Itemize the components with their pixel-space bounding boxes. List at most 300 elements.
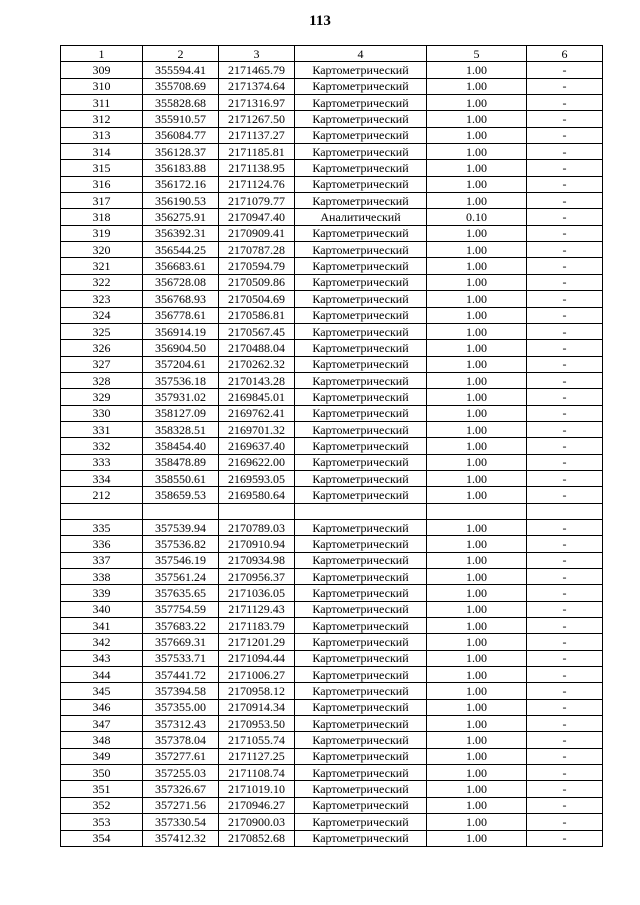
accuracy-cell: 1.00 (427, 258, 527, 274)
method-cell: Картометрический (295, 552, 427, 568)
point-number-cell: 320 (61, 242, 143, 258)
table-row (61, 601, 603, 617)
x-coordinate-cell: 357355.00 (143, 699, 219, 715)
method-cell: Картометрический (295, 814, 427, 830)
table-row (61, 797, 603, 813)
note-cell: - (527, 814, 603, 830)
y-coordinate-cell: 2171094.44 (219, 650, 295, 666)
accuracy-cell: 1.00 (427, 323, 527, 339)
x-coordinate-cell: 357412.32 (143, 830, 219, 846)
y-coordinate-cell: 2171201.29 (219, 634, 295, 650)
x-coordinate-cell: 357533.71 (143, 650, 219, 666)
method-cell: Картометрический (295, 748, 427, 764)
accuracy-cell: 1.00 (427, 585, 527, 601)
y-coordinate-cell: 2171137.27 (219, 127, 295, 143)
y-coordinate-cell: 2170956.37 (219, 569, 295, 585)
point-number-cell: 322 (61, 274, 143, 290)
note-cell: - (527, 585, 603, 601)
method-cell: Картометрический (295, 307, 427, 323)
table-row (61, 748, 603, 764)
note-cell: - (527, 797, 603, 813)
accuracy-cell: 1.00 (427, 438, 527, 454)
accuracy-cell: 1.00 (427, 487, 527, 503)
accuracy-cell: 1.00 (427, 160, 527, 176)
note-cell: - (527, 356, 603, 372)
y-coordinate-cell: 2170958.12 (219, 683, 295, 699)
x-coordinate-cell: 358659.53 (143, 487, 219, 503)
method-cell: Картометрический (295, 650, 427, 666)
point-number-cell: 332 (61, 438, 143, 454)
table-row (61, 258, 603, 274)
point-number-cell: 343 (61, 650, 143, 666)
accuracy-cell: 1.00 (427, 144, 527, 160)
table-row (61, 62, 603, 78)
note-cell: - (527, 209, 603, 225)
y-coordinate-cell: 2169622.00 (219, 454, 295, 470)
accuracy-cell: 1.00 (427, 127, 527, 143)
method-cell: Картометрический (295, 765, 427, 781)
point-number-cell: 330 (61, 405, 143, 421)
note-cell: - (527, 748, 603, 764)
point-number-cell: 350 (61, 765, 143, 781)
table-row (61, 389, 603, 405)
accuracy-cell: 1.00 (427, 470, 527, 486)
table-row (61, 438, 603, 454)
method-cell: Картометрический (295, 340, 427, 356)
x-coordinate-cell: 356683.61 (143, 258, 219, 274)
table-row (61, 160, 603, 176)
accuracy-cell: 1.00 (427, 634, 527, 650)
accuracy-cell: 1.00 (427, 765, 527, 781)
table-row (61, 732, 603, 748)
y-coordinate-cell: 2171183.79 (219, 618, 295, 634)
point-number-cell: 352 (61, 797, 143, 813)
accuracy-cell: 1.00 (427, 95, 527, 111)
y-coordinate-cell (219, 503, 295, 519)
table-row (61, 716, 603, 732)
point-number-cell: 316 (61, 176, 143, 192)
table-row (61, 421, 603, 437)
point-number-cell: 339 (61, 585, 143, 601)
accuracy-cell: 1.00 (427, 536, 527, 552)
y-coordinate-cell: 2169762.41 (219, 405, 295, 421)
point-number-cell: 321 (61, 258, 143, 274)
point-number-cell: 344 (61, 667, 143, 683)
x-coordinate-cell: 357669.31 (143, 634, 219, 650)
point-number-cell: 319 (61, 225, 143, 241)
x-coordinate-cell: 357271.56 (143, 797, 219, 813)
table-header (61, 46, 603, 62)
x-coordinate-cell: 357536.18 (143, 372, 219, 388)
note-cell: - (527, 438, 603, 454)
x-coordinate-cell: 356728.08 (143, 274, 219, 290)
point-number-cell: 342 (61, 634, 143, 650)
y-coordinate-cell: 2169593.05 (219, 470, 295, 486)
accuracy-cell: 1.00 (427, 830, 527, 846)
x-coordinate-cell: 355708.69 (143, 78, 219, 94)
note-cell: - (527, 470, 603, 486)
method-cell: Картометрический (295, 536, 427, 552)
method-cell: Картометрический (295, 176, 427, 192)
x-coordinate-cell: 357394.58 (143, 683, 219, 699)
accuracy-cell: 1.00 (427, 650, 527, 666)
point-number-cell: 345 (61, 683, 143, 699)
table-row (61, 487, 603, 503)
point-number-cell: 313 (61, 127, 143, 143)
method-cell: Картометрический (295, 716, 427, 732)
accuracy-cell: 1.00 (427, 732, 527, 748)
y-coordinate-cell: 2171185.81 (219, 144, 295, 160)
table-row (61, 78, 603, 94)
note-cell: - (527, 732, 603, 748)
note-cell: - (527, 569, 603, 585)
y-coordinate-cell: 2170934.98 (219, 552, 295, 568)
note-cell: - (527, 176, 603, 192)
method-cell: Картометрический (295, 95, 427, 111)
point-number-cell: 315 (61, 160, 143, 176)
column-header: 2 (143, 46, 219, 62)
accuracy-cell: 1.00 (427, 225, 527, 241)
accuracy-cell: 1.00 (427, 748, 527, 764)
note-cell: - (527, 95, 603, 111)
point-number-cell: 337 (61, 552, 143, 568)
method-cell: Картометрический (295, 470, 427, 486)
note-cell: - (527, 258, 603, 274)
table-row (61, 454, 603, 470)
x-coordinate-cell: 357754.59 (143, 601, 219, 617)
y-coordinate-cell: 2170900.03 (219, 814, 295, 830)
accuracy-cell: 1.00 (427, 667, 527, 683)
table-row (61, 209, 603, 225)
accuracy-cell: 1.00 (427, 291, 527, 307)
y-coordinate-cell: 2171465.79 (219, 62, 295, 78)
point-number-cell: 318 (61, 209, 143, 225)
y-coordinate-cell: 2171055.74 (219, 732, 295, 748)
point-number-cell: 338 (61, 569, 143, 585)
method-cell: Картометрический (295, 193, 427, 209)
table-row (61, 781, 603, 797)
x-coordinate-cell: 356084.77 (143, 127, 219, 143)
point-number-cell: 323 (61, 291, 143, 307)
point-number-cell: 327 (61, 356, 143, 372)
method-cell: Картометрический (295, 438, 427, 454)
spacer-row (61, 503, 603, 519)
note-cell: - (527, 487, 603, 503)
y-coordinate-cell: 2171124.76 (219, 176, 295, 192)
note-cell: - (527, 683, 603, 699)
note-cell: - (527, 62, 603, 78)
method-cell: Картометрический (295, 160, 427, 176)
accuracy-cell: 1.00 (427, 716, 527, 732)
x-coordinate-cell: 358478.89 (143, 454, 219, 470)
accuracy-cell: 1.00 (427, 454, 527, 470)
y-coordinate-cell: 2170504.69 (219, 291, 295, 307)
point-number-cell: 349 (61, 748, 143, 764)
method-cell: Картометрический (295, 421, 427, 437)
table-row (61, 699, 603, 715)
y-coordinate-cell: 2170946.27 (219, 797, 295, 813)
table-row (61, 225, 603, 241)
note-cell: - (527, 650, 603, 666)
table-row (61, 291, 603, 307)
y-coordinate-cell: 2169701.32 (219, 421, 295, 437)
point-number-cell: 326 (61, 340, 143, 356)
table-row (61, 176, 603, 192)
y-coordinate-cell: 2171108.74 (219, 765, 295, 781)
note-cell: - (527, 699, 603, 715)
note-cell: - (527, 340, 603, 356)
y-coordinate-cell: 2170567.45 (219, 323, 295, 339)
x-coordinate-cell: 356183.88 (143, 160, 219, 176)
method-cell: Картометрический (295, 111, 427, 127)
accuracy-cell: 1.00 (427, 601, 527, 617)
x-coordinate-cell: 358454.40 (143, 438, 219, 454)
accuracy-cell: 1.00 (427, 372, 527, 388)
note-cell: - (527, 716, 603, 732)
table-row (61, 144, 603, 160)
accuracy-cell: 1.00 (427, 618, 527, 634)
x-coordinate-cell: 355828.68 (143, 95, 219, 111)
table-row (61, 683, 603, 699)
x-coordinate-cell: 358550.61 (143, 470, 219, 486)
method-cell: Картометрический (295, 683, 427, 699)
table-row (61, 111, 603, 127)
page-number: 113 (309, 13, 331, 29)
table-row (61, 95, 603, 111)
point-number-cell: 354 (61, 830, 143, 846)
note-cell: - (527, 78, 603, 94)
accuracy-cell: 1.00 (427, 78, 527, 94)
y-coordinate-cell: 2171374.64 (219, 78, 295, 94)
table-row (61, 193, 603, 209)
method-cell: Картометрический (295, 519, 427, 535)
method-cell: Картометрический (295, 127, 427, 143)
y-coordinate-cell: 2170509.86 (219, 274, 295, 290)
table-row (61, 618, 603, 634)
method-cell: Картометрический (295, 291, 427, 307)
note-cell: - (527, 667, 603, 683)
point-number-cell: 311 (61, 95, 143, 111)
y-coordinate-cell: 2170953.50 (219, 716, 295, 732)
table-row (61, 323, 603, 339)
table-row (61, 470, 603, 486)
method-cell: Картометрический (295, 242, 427, 258)
point-number-cell: 336 (61, 536, 143, 552)
column-header: 4 (295, 46, 427, 62)
method-cell: Картометрический (295, 258, 427, 274)
table-row (61, 765, 603, 781)
method-cell: Картометрический (295, 274, 427, 290)
note-cell: - (527, 389, 603, 405)
x-coordinate-cell: 357931.02 (143, 389, 219, 405)
table-row (61, 356, 603, 372)
x-coordinate-cell: 357326.67 (143, 781, 219, 797)
y-coordinate-cell: 2169637.40 (219, 438, 295, 454)
y-coordinate-cell: 2170789.03 (219, 519, 295, 535)
note-cell: - (527, 307, 603, 323)
point-number-cell: 341 (61, 618, 143, 634)
table-row (61, 274, 603, 290)
accuracy-cell: 1.00 (427, 62, 527, 78)
x-coordinate-cell: 356392.31 (143, 225, 219, 241)
accuracy-cell (427, 503, 527, 519)
y-coordinate-cell: 2170914.34 (219, 699, 295, 715)
note-cell: - (527, 274, 603, 290)
x-coordinate-cell: 357204.61 (143, 356, 219, 372)
accuracy-cell: 1.00 (427, 274, 527, 290)
note-cell: - (527, 372, 603, 388)
y-coordinate-cell: 2170947.40 (219, 209, 295, 225)
y-coordinate-cell: 2171079.77 (219, 193, 295, 209)
table-row (61, 569, 603, 585)
point-number-cell: 346 (61, 699, 143, 715)
y-coordinate-cell: 2170910.94 (219, 536, 295, 552)
point-number-cell: 333 (61, 454, 143, 470)
accuracy-cell: 1.00 (427, 519, 527, 535)
point-number-cell: 347 (61, 716, 143, 732)
note-cell: - (527, 144, 603, 160)
table-row (61, 242, 603, 258)
method-cell: Картометрический (295, 830, 427, 846)
y-coordinate-cell: 2170787.28 (219, 242, 295, 258)
x-coordinate-cell: 356778.61 (143, 307, 219, 323)
note-cell: - (527, 765, 603, 781)
x-coordinate-cell: 357255.03 (143, 765, 219, 781)
note-cell: - (527, 111, 603, 127)
accuracy-cell: 1.00 (427, 307, 527, 323)
table-row (61, 127, 603, 143)
note-cell: - (527, 519, 603, 535)
coordinates-table (60, 45, 603, 847)
header-row (61, 46, 603, 62)
note-cell: - (527, 242, 603, 258)
table-row (61, 519, 603, 535)
x-coordinate-cell: 357561.24 (143, 569, 219, 585)
y-coordinate-cell: 2170586.81 (219, 307, 295, 323)
point-number-cell: 329 (61, 389, 143, 405)
table-row (61, 830, 603, 846)
method-cell: Картометрический (295, 225, 427, 241)
note-cell: - (527, 601, 603, 617)
x-coordinate-cell: 356172.16 (143, 176, 219, 192)
point-number-cell: 325 (61, 323, 143, 339)
note-cell: - (527, 291, 603, 307)
method-cell: Картометрический (295, 389, 427, 405)
accuracy-cell: 1.00 (427, 699, 527, 715)
y-coordinate-cell: 2169845.01 (219, 389, 295, 405)
method-cell: Картометрический (295, 667, 427, 683)
x-coordinate-cell: 357441.72 (143, 667, 219, 683)
column-header: 5 (427, 46, 527, 62)
y-coordinate-cell: 2171138.95 (219, 160, 295, 176)
y-coordinate-cell: 2170594.79 (219, 258, 295, 274)
table-row (61, 340, 603, 356)
note-cell: - (527, 127, 603, 143)
table-row (61, 405, 603, 421)
y-coordinate-cell: 2171019.10 (219, 781, 295, 797)
x-coordinate-cell: 357378.04 (143, 732, 219, 748)
method-cell: Аналитический (295, 209, 427, 225)
note-cell: - (527, 405, 603, 421)
table-row (61, 814, 603, 830)
column-header: 1 (61, 46, 143, 62)
y-coordinate-cell: 2171267.50 (219, 111, 295, 127)
x-coordinate-cell: 355910.57 (143, 111, 219, 127)
note-cell: - (527, 160, 603, 176)
x-coordinate-cell: 356275.91 (143, 209, 219, 225)
note-cell: - (527, 830, 603, 846)
note-cell: - (527, 323, 603, 339)
x-coordinate-cell: 357546.19 (143, 552, 219, 568)
x-coordinate-cell (143, 503, 219, 519)
method-cell: Картометрический (295, 323, 427, 339)
y-coordinate-cell: 2171127.25 (219, 748, 295, 764)
accuracy-cell: 1.00 (427, 176, 527, 192)
y-coordinate-cell: 2170909.41 (219, 225, 295, 241)
point-number-cell: 317 (61, 193, 143, 209)
accuracy-cell: 1.00 (427, 421, 527, 437)
accuracy-cell: 1.00 (427, 797, 527, 813)
accuracy-cell: 1.00 (427, 111, 527, 127)
note-cell: - (527, 454, 603, 470)
accuracy-cell: 1.00 (427, 569, 527, 585)
method-cell: Картометрический (295, 585, 427, 601)
point-number-cell: 310 (61, 78, 143, 94)
accuracy-cell: 1.00 (427, 814, 527, 830)
accuracy-cell: 1.00 (427, 356, 527, 372)
column-header: 6 (527, 46, 603, 62)
y-coordinate-cell: 2170488.04 (219, 340, 295, 356)
point-number-cell: 312 (61, 111, 143, 127)
point-number-cell: 309 (61, 62, 143, 78)
y-coordinate-cell: 2169580.64 (219, 487, 295, 503)
point-number-cell: 353 (61, 814, 143, 830)
note-cell: - (527, 536, 603, 552)
point-number-cell (61, 503, 143, 519)
point-number-cell: 334 (61, 470, 143, 486)
note-cell: - (527, 552, 603, 568)
method-cell: Картометрический (295, 487, 427, 503)
note-cell: - (527, 618, 603, 634)
x-coordinate-cell: 358127.09 (143, 405, 219, 421)
accuracy-cell: 1.00 (427, 781, 527, 797)
note-cell: - (527, 781, 603, 797)
table-row (61, 307, 603, 323)
point-number-cell: 351 (61, 781, 143, 797)
x-coordinate-cell: 355594.41 (143, 62, 219, 78)
point-number-cell: 335 (61, 519, 143, 535)
method-cell: Картометрический (295, 601, 427, 617)
table-row (61, 372, 603, 388)
note-cell: - (527, 421, 603, 437)
x-coordinate-cell: 356914.19 (143, 323, 219, 339)
y-coordinate-cell: 2171006.27 (219, 667, 295, 683)
x-coordinate-cell: 357330.54 (143, 814, 219, 830)
x-coordinate-cell: 356904.50 (143, 340, 219, 356)
table-row (61, 585, 603, 601)
accuracy-cell: 1.00 (427, 193, 527, 209)
method-cell: Картометрический (295, 797, 427, 813)
x-coordinate-cell: 358328.51 (143, 421, 219, 437)
point-number-cell: 314 (61, 144, 143, 160)
method-cell: Картометрический (295, 144, 427, 160)
y-coordinate-cell: 2171129.43 (219, 601, 295, 617)
x-coordinate-cell: 357539.94 (143, 519, 219, 535)
accuracy-cell: 1.00 (427, 683, 527, 699)
method-cell: Картометрический (295, 699, 427, 715)
method-cell: Картометрический (295, 356, 427, 372)
method-cell: Картометрический (295, 781, 427, 797)
